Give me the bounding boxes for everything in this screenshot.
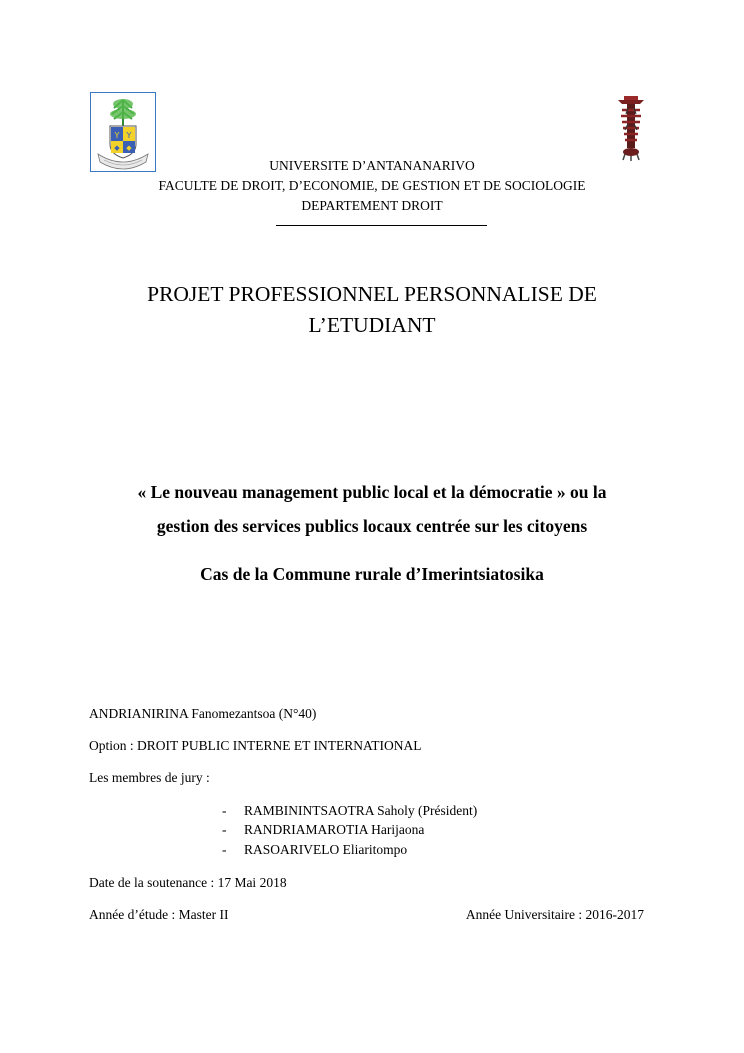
svg-text:◆: ◆ — [114, 144, 120, 152]
study-year: Année d’étude : Master II — [89, 907, 229, 922]
svg-text:◆: ◆ — [126, 144, 132, 152]
list-bullet: - — [222, 822, 227, 837]
header-divider — [276, 225, 487, 226]
student-name: ANDRIANIRINA Fanomezantsoa (N°40) — [89, 706, 317, 721]
university-name: UNIVERSITE D’ANTANANARIVO — [269, 158, 475, 173]
svg-text:Y: Y — [114, 131, 120, 140]
faculty-name: FACULTE DE DROIT, D’ECONOMIE, DE GESTION ET DE SOCIOLOGIE — [158, 178, 586, 193]
list-bullet: - — [222, 803, 227, 818]
department-name: DEPARTEMENT DROIT — [301, 198, 443, 213]
student-option: Option : DROIT PUBLIC INTERNE ET INTERNATIONAL — [89, 738, 422, 753]
list-item — [222, 842, 407, 858]
academic-year: Année Universitaire : 2016-2017 — [465, 907, 644, 922]
jury-member: RANDRIAMAROTIA Harijaona — [244, 822, 425, 837]
case-study-title: Cas de la Commune rurale d’Imerintsiatosika — [200, 564, 544, 584]
jury-label: Les membres de jury : — [89, 770, 210, 785]
monument-logo-icon — [614, 94, 648, 162]
svg-text:Y: Y — [126, 131, 132, 140]
subject-line2: gestion des services publics locaux centrée sur les citoyens — [156, 516, 588, 536]
subject-line1: « Le nouveau management public local et la démocratie » ou la — [137, 482, 607, 502]
list-bullet: - — [222, 842, 227, 857]
defense-date: Date de la soutenance : 17 Mai 2018 — [89, 875, 287, 890]
jury-member: RASOARIVELO Eliaritompo — [244, 842, 408, 857]
page-title-line2: L’ETUDIANT — [308, 313, 436, 337]
jury-member: RAMBININTSAOTRA Saholy (Président) — [244, 803, 478, 818]
page-title-line1: PROJET PROFESSIONNEL PERSONNALISE DE — [147, 282, 597, 306]
list-item — [222, 803, 477, 819]
list-item — [222, 822, 424, 838]
